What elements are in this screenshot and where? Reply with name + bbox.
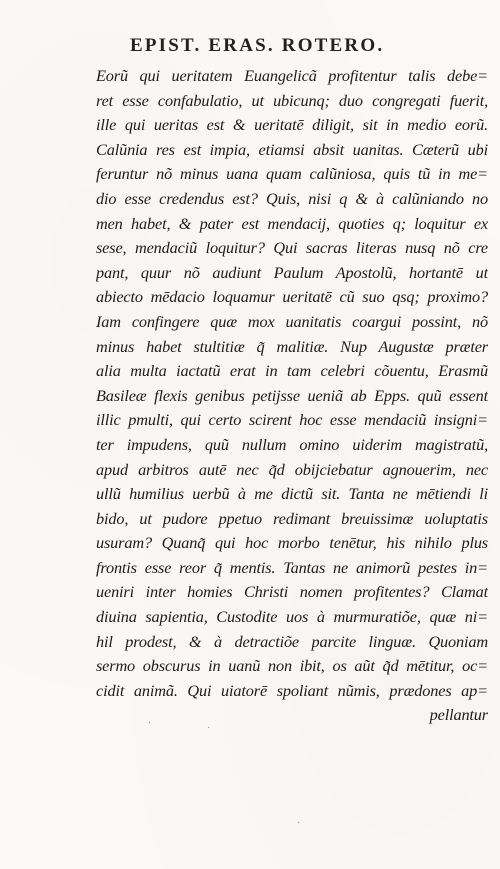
text-line: Calũnia res est impia, etiamsi absit uanitas. Cæterũ ubi (96, 139, 488, 159)
text-line: illic pmulti, qui certo scirent hoc esse mendaciũ insigni= (96, 410, 488, 430)
text-line: ueniri inter homies Christi nomen profitentes? Clamat (96, 582, 488, 602)
text-line: bido, ut pudore ppetuo redimant breuissimæ uoluptatis (96, 508, 488, 528)
text-line: usuram? Quanq̃ qui hoc morbo tenētur, his nihilo plus (96, 533, 488, 553)
text-line: ille qui ueritas est & ueritatē diligit, sit in medio eorũ. (96, 115, 488, 135)
text-line: minus habet stultitiæ q̃ malitiæ. Nup Augustæ præter (96, 336, 488, 356)
text-line: ullũ humilius uerbũ à me dictũ sit. Tanta ne mētiendi li (96, 484, 488, 504)
text-line: ret esse confabulatio, ut ubicunq; duo congregati fuerit, (96, 90, 488, 110)
text-line: Eorũ qui ueritatem Euangelicã profitentur talis debe= (96, 66, 488, 85)
ink-speck: · (297, 818, 301, 829)
body-text (96, 64, 488, 728)
text-line: abiecto mēdacio loquamur ueritatē cũ suo qsq; proximo? (96, 287, 488, 307)
text-line: diuina sapientia, Custodite uos à murmuratiõe, quæ ni= (96, 607, 488, 627)
text-line: pant, quur nõ audiunt Paulum Apostolũ, hortantē ut (96, 262, 488, 282)
text-line: dio esse credendus est? Quis, nisi q & à calũniando no (96, 188, 488, 208)
text-line: ter impudens, quũ nullum omino uiderim magistratũ, (96, 434, 488, 454)
running-head: EPIST. ERAS. ROTERO. (130, 35, 385, 56)
ink-speck: · (148, 718, 152, 729)
text-line: hil prodest, & à detractiõe parcite linguæ. Quoniam (96, 631, 488, 651)
catchword-line: pellantur (429, 705, 488, 725)
text-line: cidit animã. Qui uiatorē spoliant nũmis, prædones ap= (96, 680, 488, 700)
text-line: feruntur nõ minus uana quam calũniosa, quis tũ in me= (96, 164, 488, 184)
text-line: Iam confingere quæ mox uanitatis coargui possint, nõ (96, 311, 488, 331)
text-line: sese, mendaciũ loquitur? Qui sacras literas nusq nõ cre (96, 238, 488, 258)
text-line: frontis esse reor q̃ mentis. Tantas ne animorũ pestes in= (96, 557, 488, 577)
text-line: apud arbitros autē nec q̃d obijciebatur agnouerim, nec (96, 459, 488, 479)
ink-speck: · (207, 723, 211, 734)
text-line: sermo obscurus in uanũ non ibit, os aũt q̃d mētitur, oc= (96, 656, 488, 676)
text-line: Basileæ flexis genibus petijsse ueniã ab Epps. quũ essent (96, 385, 488, 405)
text-line: alia multa iactatũ erat in tam celebri cõuentu, Erasmũ (96, 361, 488, 381)
text-line: men habet, & pater est mendacij, quoties q; loquitur ex (96, 213, 488, 233)
